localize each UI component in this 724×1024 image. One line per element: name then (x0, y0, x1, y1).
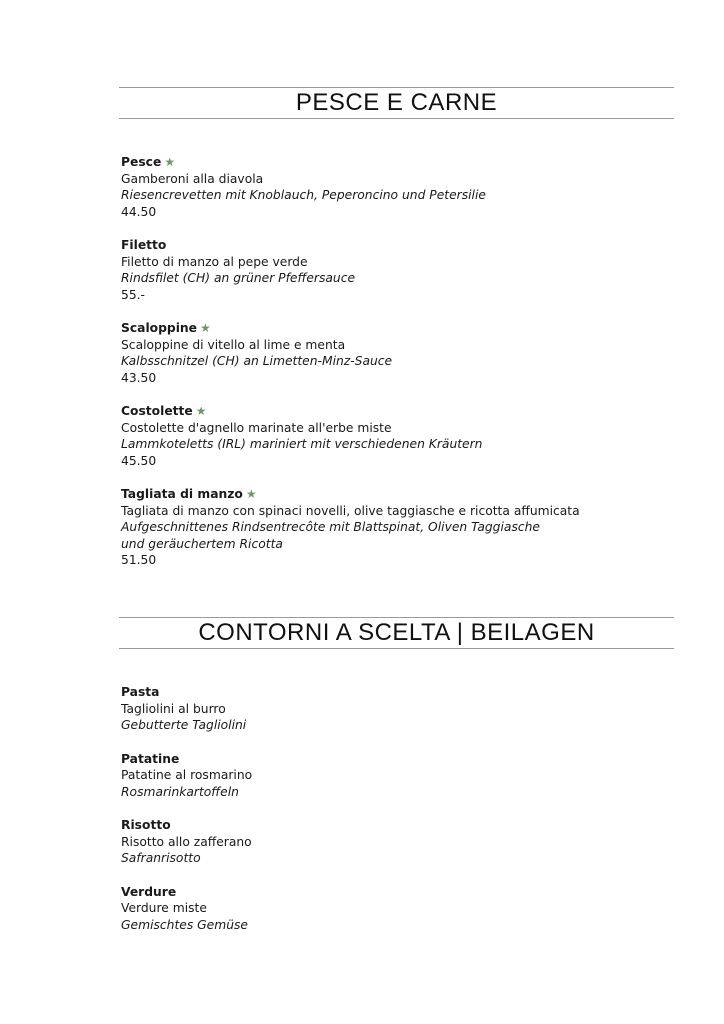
dish-description-de: Lammkoteletts (IRL) mariniert mit verschiedenen Kräutern (121, 437, 483, 451)
menu-item (121, 884, 674, 934)
dish-description-it: Filetto di manzo al pepe verde (121, 254, 308, 269)
menu-item (121, 486, 674, 569)
dish-description-de: Rosmarinkartoffeln (121, 784, 239, 799)
dish-description-it: Tagliolini al burro (121, 701, 226, 716)
dish-description-it: Gamberoni alla diavola (121, 171, 264, 186)
star-icon: ★ (164, 155, 176, 169)
dish-description-de: und geräuchertem Ricotta (121, 536, 283, 551)
menu-item-title-row (121, 320, 674, 337)
dish-description-de: Gemischtes Gemüse (121, 917, 248, 932)
menu-item-title-row (121, 684, 674, 701)
dish-name: Costolette (121, 404, 193, 418)
menu-item (121, 403, 674, 469)
dish-name: Risotto (121, 818, 171, 832)
dish-name: Filetto (121, 238, 167, 252)
star-icon: ★ (200, 321, 211, 335)
section-header (119, 617, 674, 649)
menu-item (121, 237, 674, 303)
dish-description-de: Kalbsschnitzel (CH) an Limetten-Minz-Sauce (121, 354, 393, 368)
dish-description-de: Riesencrevetten mit Knoblauch, Peperoncino und Petersilie (121, 188, 486, 202)
menu-item-title-row (121, 486, 674, 503)
dish-price: 55.- (121, 287, 145, 302)
dish-description-de: Aufgeschnittenes Rindsentrecôte mit Blattspinat, Oliven Taggiasche (121, 520, 540, 534)
dish-description-de: Safranrisotto (121, 851, 201, 865)
dish-price: 43.50 (121, 370, 157, 385)
dish-description-it: Scaloppine di vitello al lime e menta (121, 337, 346, 352)
menu-item-title-row (121, 751, 674, 768)
dish-price: 51.50 (121, 553, 157, 567)
menu-item (121, 684, 674, 734)
dish-description-it: Patatine al rosmarino (121, 768, 253, 782)
menu-item (121, 154, 674, 220)
section-header (119, 87, 674, 119)
dish-description-it: Verdure miste (121, 901, 207, 915)
dish-name: Verdure (121, 884, 177, 899)
menu-item (121, 751, 674, 801)
section-pesce-e-carne (119, 87, 674, 586)
dish-description-it: Costolette d'agnello marinate all'erbe miste (121, 420, 392, 435)
menu-items (119, 154, 674, 569)
section-contorni (119, 617, 674, 950)
menu-item (121, 817, 674, 867)
section-title: PESCE E CARNE (295, 89, 498, 116)
dish-name: Pasta (121, 685, 160, 699)
menu-item-title-row (121, 817, 674, 834)
dish-name: Patatine (121, 751, 180, 766)
dish-price: 44.50 (121, 204, 157, 219)
dish-name: Scaloppine (121, 321, 198, 335)
menu-item-title-row (121, 237, 674, 254)
star-icon: ★ (245, 487, 257, 501)
menu-items (119, 684, 674, 933)
menu-item-title-row (121, 884, 674, 901)
dish-name: Pesce (121, 155, 162, 169)
menu-item-title-row (121, 403, 674, 420)
section-title: CONTORNI A SCELTA | BEILAGEN (198, 619, 595, 646)
star-icon: ★ (195, 404, 207, 418)
dish-name: Tagliata di manzo (121, 487, 243, 501)
dish-price: 45.50 (121, 453, 157, 468)
dish-description-de: Gebutterte Tagliolini (121, 718, 247, 732)
menu-item-title-row (121, 154, 674, 171)
dish-description-de: Rindsfilet (CH) an grüner Pfeffersauce (121, 271, 356, 285)
dish-description-it: Tagliata di manzo con spinaci novelli, olive taggiasche e ricotta affumicata (121, 503, 580, 518)
menu-item (121, 320, 674, 386)
dish-description-it: Risotto allo zafferano (121, 834, 252, 849)
